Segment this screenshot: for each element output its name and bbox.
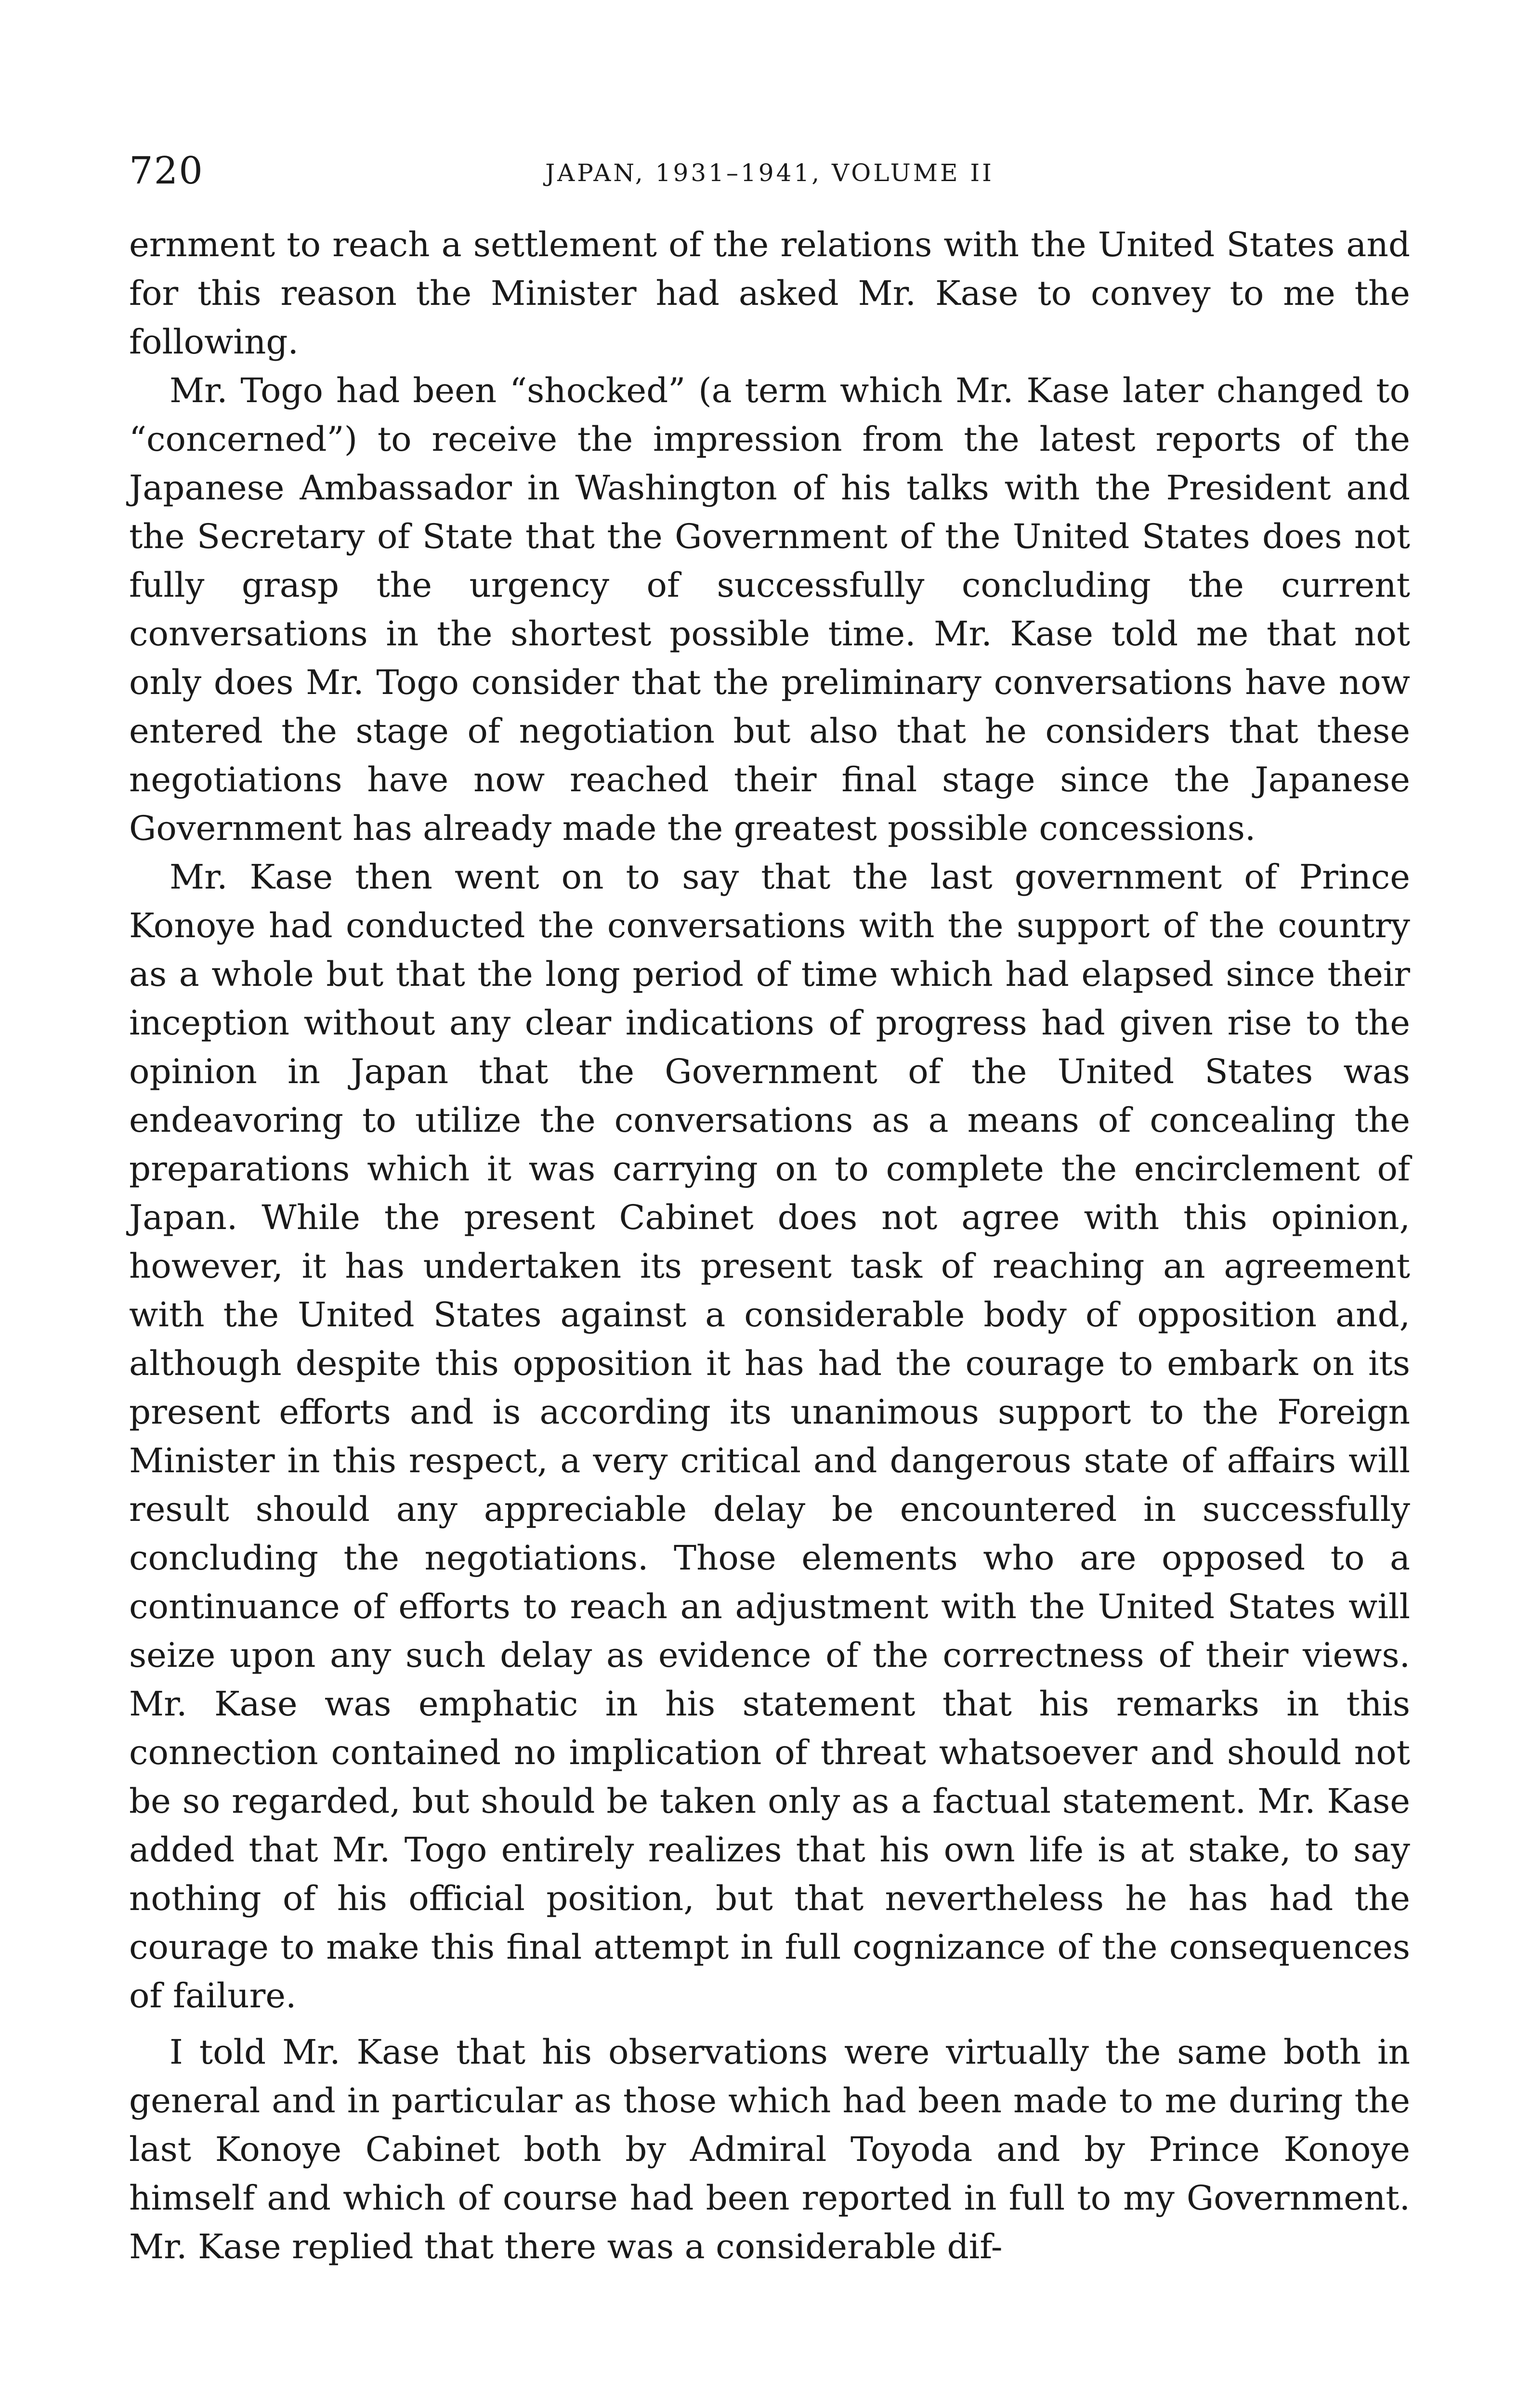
running-head: JAPAN, 1931–1941, VOLUME II: [545, 159, 994, 187]
paragraph-reply-to-kase: I told Mr. Kase that his observations were virtually the same both in general and in particular as those which had been made to me during the last Konoye Cabinet both by Admiral Toyoda and by Prince Konoye himself and which of course had been reported in full to my Government. Mr. Kase replied that there was a considerable dif-: [129, 2032, 1410, 2266]
body-text: [129, 221, 1410, 2408]
page-header: [129, 144, 1410, 197]
paragraph-continuation: ernment to reach a settlement of the relations with the United States and for this reason the Minister had asked Mr. Kase to convey to me the following.: [129, 225, 1410, 362]
page-number: 720: [129, 149, 204, 193]
paragraph-kase-konoye-government: Mr. Kase then went on to say that the last government of Prince Konoye had conducted the conversations with the support of the country as a whole but that the long period of time which had elapsed since their inception without any clear indications of progress had given rise to the opinion in Japan that the Government of the United States was endeavoring to utilize the conversations as a means of concealing the preparations which it was carrying on to complete the encirclement of Japan. While the present Cabinet does not agree with this opinion, however, it has undertaken its present task of reaching an agreement with the United States against a considerable body of opposition and, although despite this opposition it has had the courage to embark on its present efforts and is according its unanimous support to the Foreign Minister in this respect, a very critical and dangerous state of affairs will result should any appreciable delay be encountered in successfully concluding the negotiations. Those elements who are opposed to a continuance of efforts to reach an adjustment with the United States will seize upon any such delay as evidence of the correctness of their views. Mr. Kase was emphatic in his statement that his remarks in this connection contained no implication of threat whatsoever and should not be so regarded, but should be taken only as a factual statement. Mr. Kase added that Mr. Togo entirely realizes that his own life is at stake, to say nothing of his official position, but that nevertheless he has had the courage to make this final attempt in full cognizance of the consequences of failure.: [129, 857, 1410, 2015]
paragraph-togo-shocked: Mr. Togo had been “shocked” (a term which Mr. Kase later changed to “concerned”) to receive the impression from the latest reports of the Japanese Ambassador in Washington of his talks with the President and the Secretary of State that the Government of the United States does not fully grasp the urgency of successfully concluding the current conversations in the shortest possible time. Mr. Kase told me that not only does Mr. Togo consider that the preliminary conversations have now entered the stage of negotiation but also that he considers that these negotiations have now reached their final stage since the Japanese Government has already made the greatest possible concessions.: [129, 371, 1410, 848]
